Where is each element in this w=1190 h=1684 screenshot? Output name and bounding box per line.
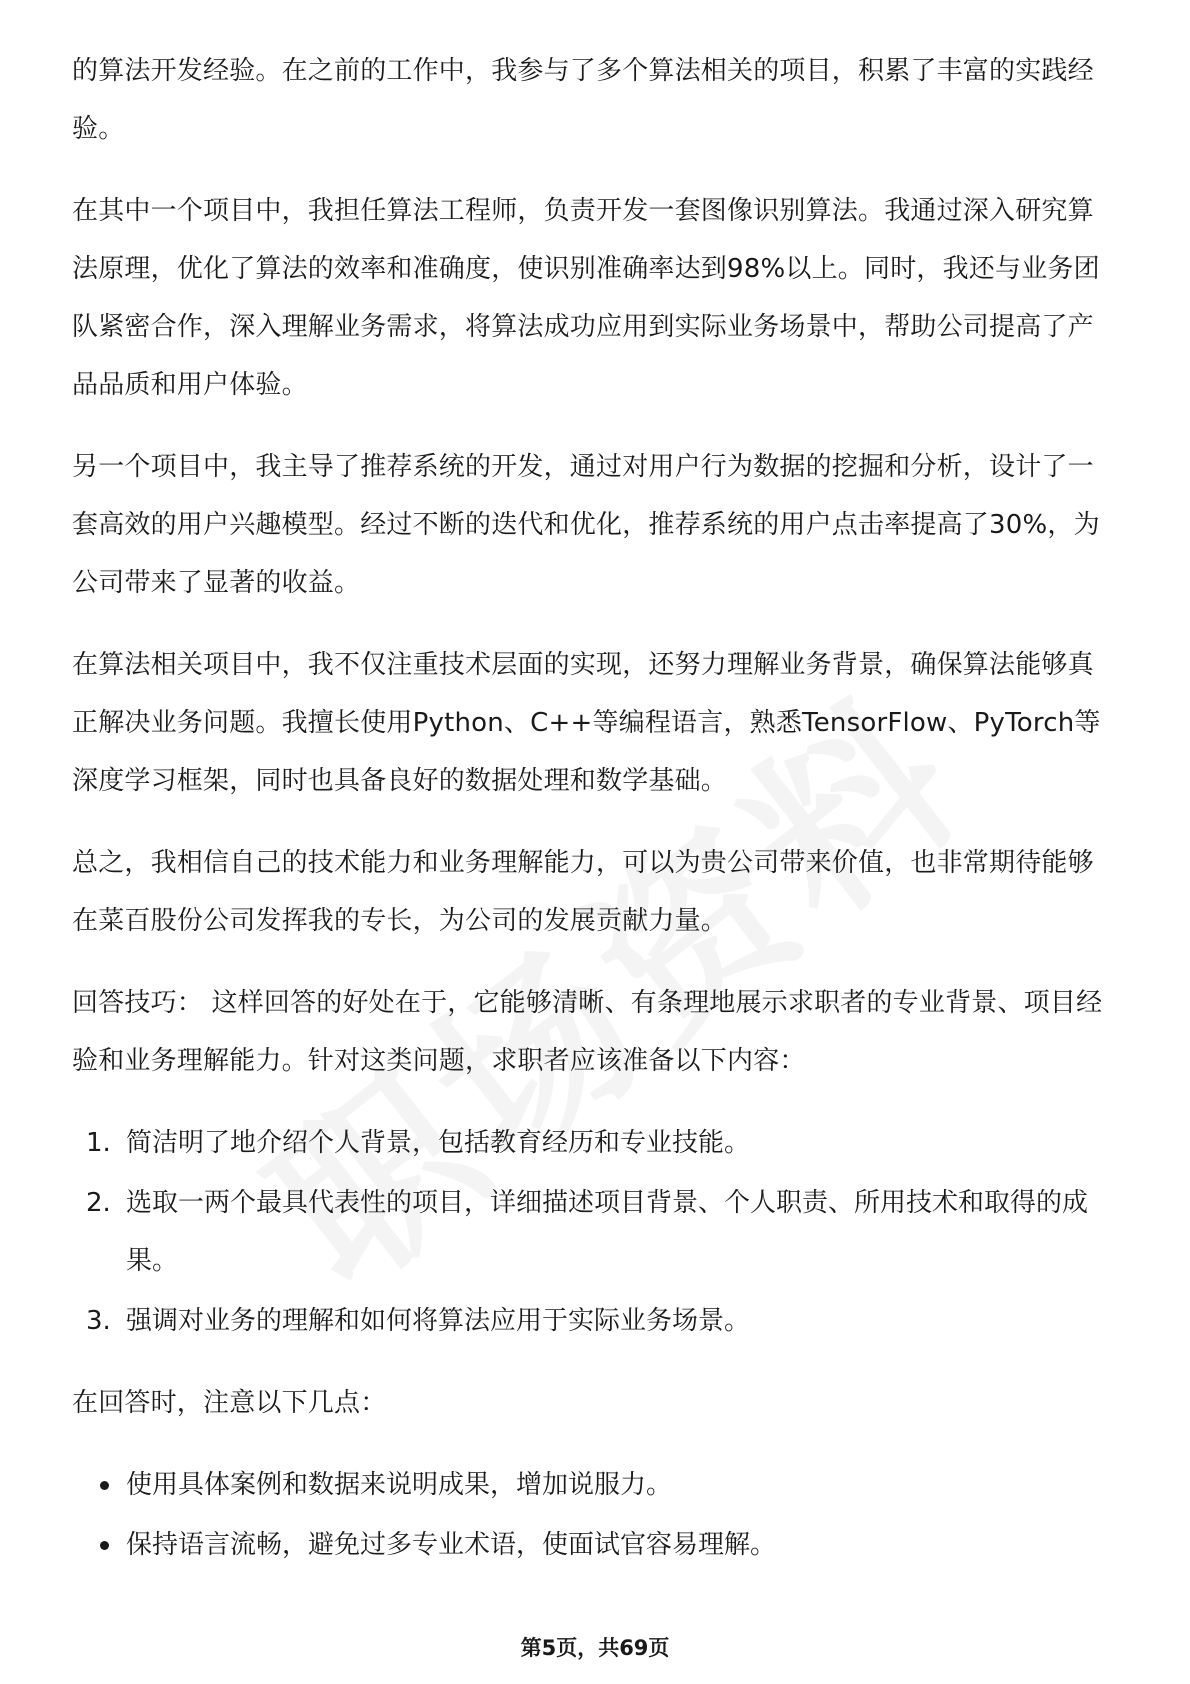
list-item [72, 1174, 1118, 1290]
list-item [72, 1516, 1118, 1574]
notes-heading: 在回答时，注意以下几点： [72, 1388, 387, 1418]
page-number: 第5页，共69页 [520, 1636, 670, 1660]
bullet-list [72, 1456, 1118, 1574]
list-item [72, 1114, 1118, 1172]
ordered-list [72, 1114, 1118, 1350]
paragraph-intro: 的算法开发经验。在之前的工作中，我参与了多个算法相关的项目，积累了丰富的实践经验。 [72, 56, 1094, 144]
list-number: 2. [86, 1188, 111, 1218]
bullet-dot-icon [100, 1541, 109, 1550]
paragraph-technical-skills: 在算法相关项目中，我不仅注重技术层面的实现，还努力理解业务背景，确保算法能够真正解决业务问题。我擅长使用Python、C++等编程语言，熟悉TensorFlow、PyTorch等深度学习框架，同时也具备良好的数据处理和数学基础。 [72, 650, 1101, 796]
document-body [72, 42, 1118, 1576]
paragraph-answer-tips: 回答技巧： 这样回答的好处在于，它能够清晰、有条理地展示求职者的专业背景、项目经验和业务理解能力。针对这类问题，求职者应该准备以下内容： [72, 988, 1103, 1076]
list-number: 1. [86, 1128, 111, 1158]
paragraph-recommendation-project: 另一个项目中，我主导了推荐系统的开发，通过对用户行为数据的挖掘和分析，设计了一套高效的用户兴趣模型。经过不断的迭代和优化，推荐系统的用户点击率提高了30%，为公司带来了显著的收益。 [72, 452, 1100, 598]
paragraph-image-recognition-project: 在其中一个项目中，我担任算法工程师，负责开发一套图像识别算法。我通过深入研究算法原理，优化了算法的效率和准确度，使识别准确率达到98%以上。同时，我还与业务团队紧密合作，深入理解业务需求，将算法成功应用到实际业务场景中，帮助公司提高了产品品质和用户体验。 [72, 196, 1100, 400]
list-item [72, 1292, 1118, 1350]
list-number: 3. [86, 1306, 111, 1336]
paragraph-conclusion: 总之，我相信自己的技术能力和业务理解能力，可以为贵公司带来价值，也非常期待能够在菜百股份公司发挥我的专长，为公司的发展贡献力量。 [72, 848, 1094, 936]
list-item-text: 保持语言流畅，避免过多专业术语，使面试官容易理解。 [126, 1530, 777, 1560]
bullet-dot-icon [100, 1481, 109, 1490]
list-item-text: 简洁明了地介绍个人背景，包括教育经历和专业技能。 [126, 1128, 751, 1158]
list-item-text: 选取一两个最具代表性的项目，详细描述项目背景、个人职责、所用技术和取得的成果。 [126, 1188, 1089, 1276]
list-item-text: 使用具体案例和数据来说明成果，增加说服力。 [126, 1470, 673, 1500]
list-item-text: 强调对业务的理解和如何将算法应用于实际业务场景。 [126, 1306, 751, 1336]
list-item [72, 1456, 1118, 1514]
